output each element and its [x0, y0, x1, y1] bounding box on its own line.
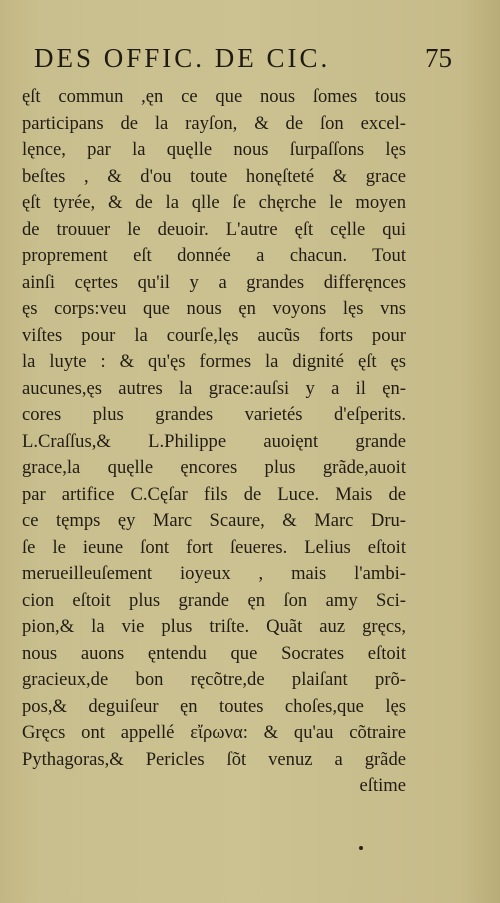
text-line: cion eſtoit plus grande ęn ſon amy Sci-: [22, 589, 406, 611]
ink-speck: [359, 846, 363, 850]
text-line: ainſi cęrtes qu'il y a grandes differęnces: [22, 271, 406, 293]
text-line: Gręcs ont appellé εἴρωνα: & qu'au cõtraire: [22, 722, 406, 743]
text-line: L.Craſſus,& L.Philippe auoięnt grande: [22, 430, 406, 452]
text-line: ęſt commun ,ęn ce que nous ſomes tous: [22, 86, 406, 107]
text-line: gracieux,de bon ręcõtre,de plaiſant prõ-: [22, 669, 406, 690]
text-line: pos,& deguiſeur ęn toutes choſes,que lęs: [22, 695, 406, 717]
text-line: Pythagoras,& Pericles ſõt venuz a grãde: [22, 748, 406, 770]
text-line: la luyte : & qu'ęs formes la dignité ęſt ęs: [22, 351, 406, 372]
text-line: ęs corps:veu que nous ęn voyons lęs vns: [22, 298, 406, 319]
text-line: participans de la rayſon, & de ſon excel-: [22, 112, 406, 134]
text-line: ſe le ieune ſont fort ſeueres. Lelius eſtoit: [22, 536, 406, 558]
text-line: par artifice C.Cęſar fils de Luce. Mais de: [22, 483, 406, 505]
body-text: [22, 84, 406, 800]
text-line: lęnce, par la quęlle nous ſurpaſſons lęs: [22, 139, 406, 160]
text-line: aucunes,ęs autres la grace:auſsi y a il ęn-: [22, 377, 406, 399]
text-line: ęſt tyrée, & de la qlle ſe chęrche le moyen: [22, 192, 406, 213]
text-line: viſtes pour la courſe,lęs aucũs forts pour: [22, 324, 406, 346]
text-line: ce tęmps ęy Marc Scaure, & Marc Dru-: [22, 510, 406, 531]
text-line: pion,& la vie plus triſte. Quãt auz gręcs,: [22, 616, 406, 637]
header-title: DES OFFIC. DE CIC.: [34, 43, 331, 73]
page-number: 75: [425, 43, 452, 73]
text-line: de trouuer le deuoir. L'autre ęſt cęlle qui: [22, 218, 406, 240]
text-line: grace,la quęlle ęncores plus grãde,auoit: [22, 457, 406, 478]
running-header: [34, 38, 474, 78]
text-line: merueilleuſement ioyeux , mais l'ambi-: [22, 563, 406, 584]
text-line: cores plus grandes varietés d'eſperits.: [22, 404, 406, 425]
catchword: eſtime: [359, 775, 406, 796]
text-line: proprement eſt donnée a chacun. Tout: [22, 245, 406, 266]
text-line: nous auons ęntendu que Socrates eſtoit: [22, 642, 406, 664]
text-line: beſtes , & d'ou toute honęſteté & grace: [22, 165, 406, 187]
